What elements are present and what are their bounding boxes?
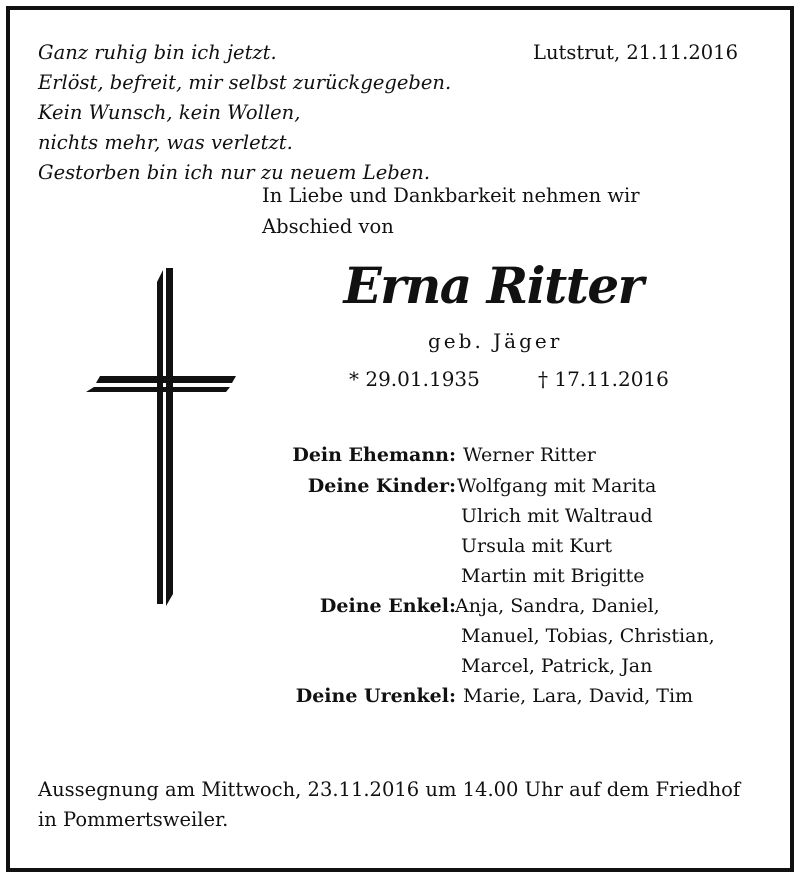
grandchildren-label: Deine Enkel: xyxy=(319,595,456,617)
great-grandchildren-label: Deine Urenkel: xyxy=(295,685,456,707)
poem xyxy=(38,38,451,188)
spouse-value: Werner Ritter xyxy=(463,444,596,466)
intro-line: Abschied von xyxy=(262,215,394,238)
poem-line: Gestorben bin ich nur zu neuem Leben. xyxy=(38,161,431,184)
cross-icon xyxy=(86,268,238,608)
child-entry: Ulrich mit Waltraud xyxy=(461,505,653,527)
children-label: Deine Kinder: xyxy=(307,475,456,497)
grandchildren-line: Anja, Sandra, Daniel, xyxy=(455,595,660,617)
poem-line: nichts mehr, was verletzt. xyxy=(38,131,293,154)
footer-line: in Pommertsweiler. xyxy=(38,808,229,831)
ceremony-info xyxy=(38,775,740,835)
poem-line: Kein Wunsch, kein Wollen, xyxy=(38,101,301,124)
child-entry: Martin mit Brigitte xyxy=(461,565,645,587)
great-grandchildren-value: Marie, Lara, David, Tim xyxy=(463,685,694,707)
intro-text xyxy=(262,180,640,242)
death-date: † 17.11.2016 xyxy=(538,367,669,391)
place-date: Lutstrut, 21.11.2016 xyxy=(533,41,738,64)
intro-line: In Liebe und Dankbarkeit nehmen wir xyxy=(262,184,640,207)
spouse-label: Dein Ehemann: xyxy=(292,444,456,466)
poem-line: Ganz ruhig bin ich jetzt. xyxy=(38,41,277,64)
child-entry: Ursula mit Kurt xyxy=(461,535,613,557)
child-entry: Wolfgang mit Marita xyxy=(457,475,657,497)
birth-date: * 29.01.1935 xyxy=(349,367,480,391)
birth-name: geb. Jäger xyxy=(428,329,563,353)
deceased-name: Erna Ritter xyxy=(343,256,643,315)
grandchildren-line: Marcel, Patrick, Jan xyxy=(461,655,653,677)
poem-line: Erlöst, befreit, mir selbst zurückgegeben. xyxy=(38,71,452,94)
footer-line: Aussegnung am Mittwoch, 23.11.2016 um 14.00 Uhr auf dem Friedhof xyxy=(38,778,741,801)
grandchildren-line: Manuel, Tobias, Christian, xyxy=(461,625,715,647)
